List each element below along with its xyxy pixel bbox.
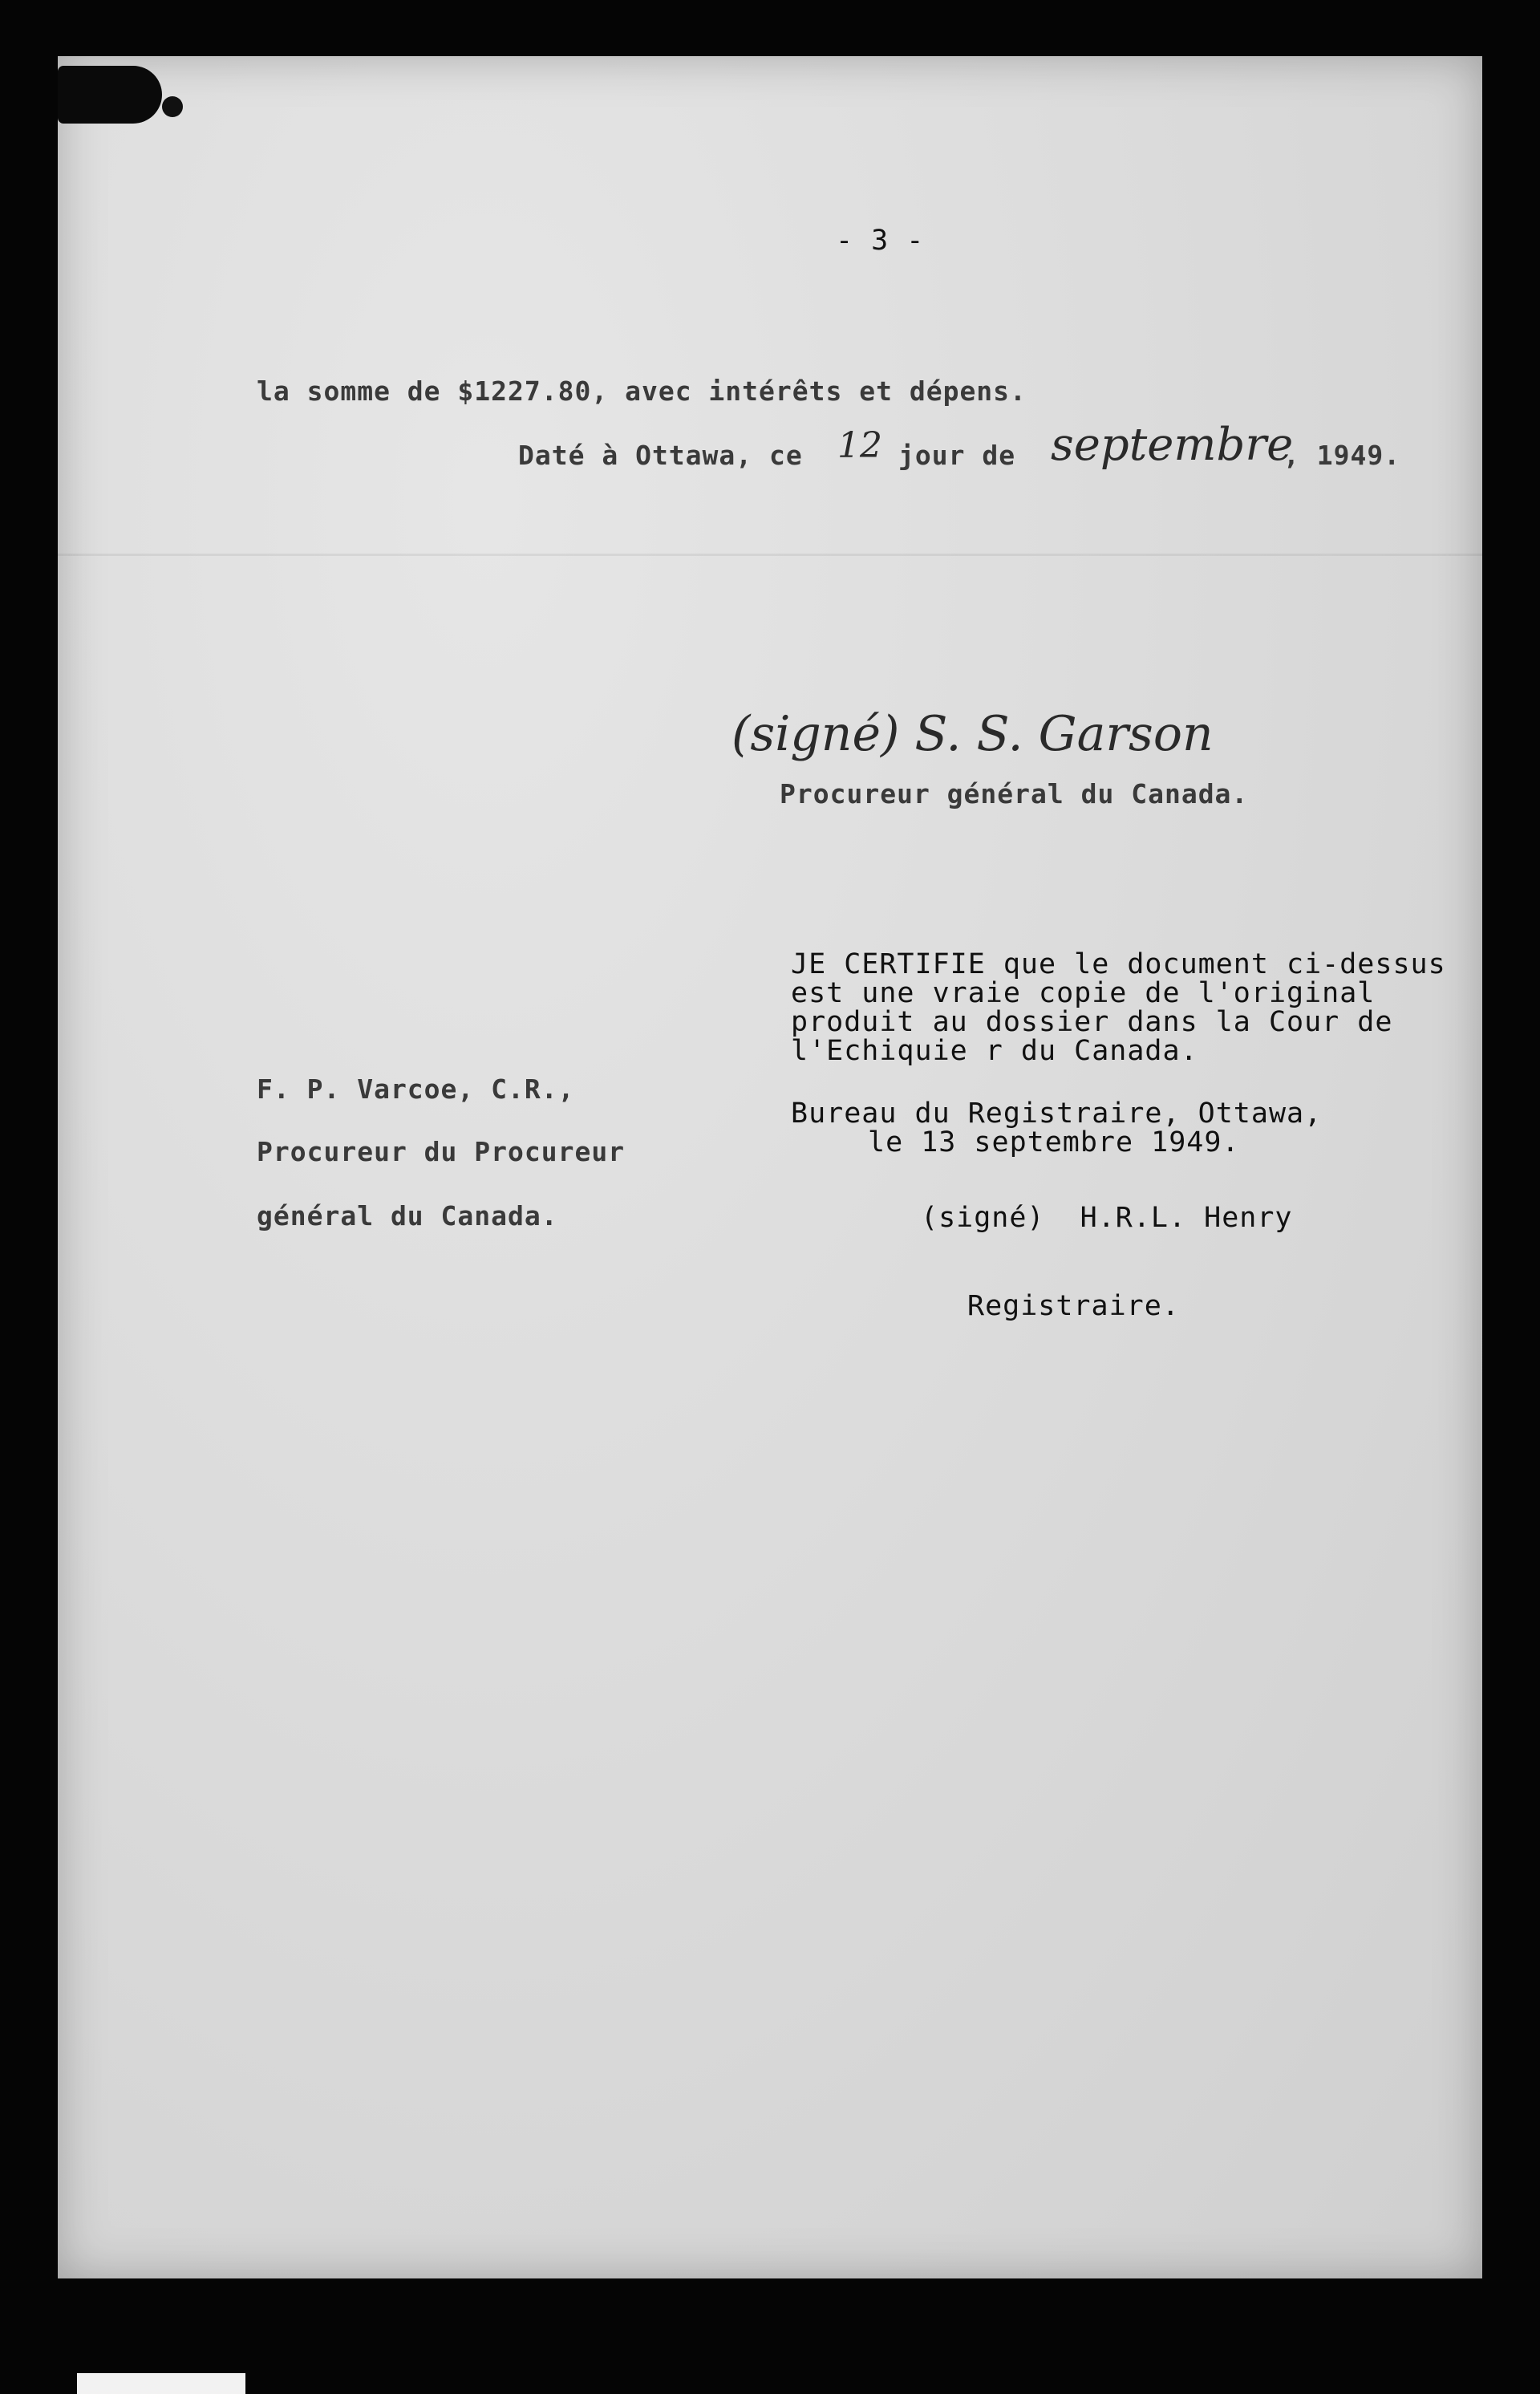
date-prefix: Daté à Ottawa, ce	[518, 440, 803, 471]
date-suffix: , 1949.	[1283, 440, 1401, 471]
registrar-signature: (signé) H.R.L. Henry	[921, 1202, 1293, 1234]
page-number: - 3 -	[836, 225, 925, 257]
date-day-handwritten: 12	[837, 425, 882, 466]
registrar-title: Registraire.	[967, 1290, 1180, 1322]
counsel-role-line-2: général du Canada.	[257, 1200, 558, 1231]
body-line: la somme de $1227.80, avec intérêts et dépens.	[257, 375, 1027, 407]
scan-label-strip	[77, 2373, 245, 2394]
certification-line-3: produit au dossier dans la Cour de	[791, 1006, 1393, 1038]
registry-office-line-2: le 13 septembre 1949.	[868, 1126, 1240, 1158]
date-month-handwritten: septembre	[1051, 419, 1294, 471]
signatory-title: Procureur général du Canada.	[780, 778, 1249, 809]
date-middle: jour de	[898, 440, 1016, 471]
paper-fold	[58, 554, 1482, 556]
registry-office-line-1: Bureau du Registraire, Ottawa,	[791, 1098, 1323, 1130]
counsel-name: F. P. Varcoe, C.R.,	[257, 1073, 575, 1105]
ink-blot	[58, 66, 162, 124]
document-page	[58, 56, 1482, 2278]
handwritten-signature: (signé) S. S. Garson	[732, 706, 1214, 762]
certification-line-2: est une vraie copie de l'original	[791, 977, 1376, 1009]
counsel-role-line-1: Procureur du Procureur	[257, 1136, 626, 1167]
certification-line-4: l'Echiquie r du Canada.	[791, 1035, 1198, 1067]
certification-line-1: JE CERTIFIE que le document ci-dessus	[791, 948, 1446, 980]
ink-blot-dot	[162, 96, 183, 117]
